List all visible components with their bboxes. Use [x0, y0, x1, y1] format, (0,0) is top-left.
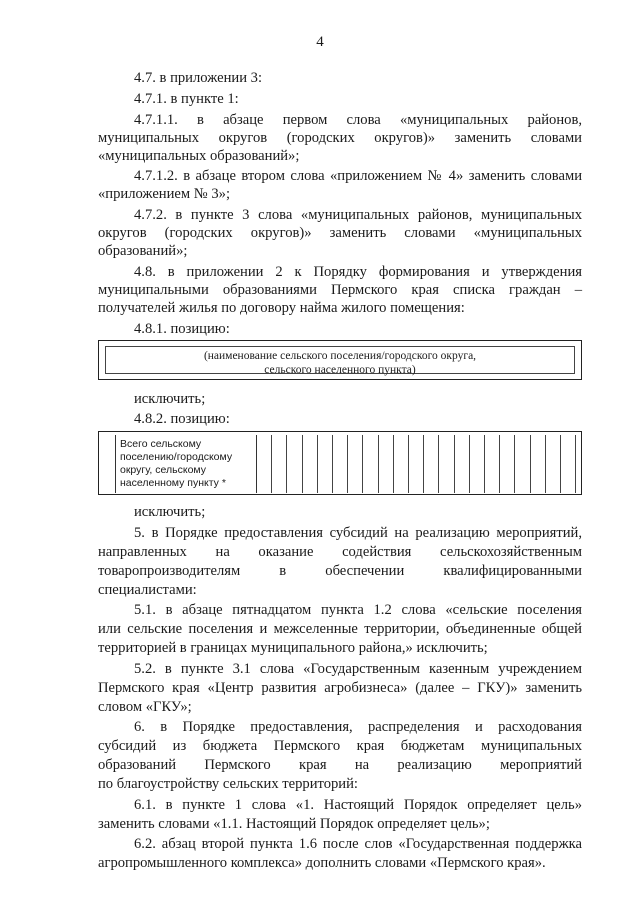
paragraph-line: 4.7. в приложении 3: — [134, 70, 263, 86]
position-table-cell — [347, 435, 348, 493]
position-table-label-line: поселению/городскому — [120, 451, 233, 463]
position-table-cell — [302, 435, 303, 493]
paragraph-line: 4.8. в приложении 2 к Порядку формирования и утверждения — [134, 264, 582, 280]
paragraph-line: получателей жилья по договору найма жилого помещения: — [98, 300, 465, 316]
paragraph-line: территорией в границах муниципального района,» исключить; — [98, 640, 488, 656]
position-box-inner — [105, 346, 575, 374]
paragraph-line: муниципальных округов (городских округов)» заменить словами — [98, 130, 582, 146]
position-box — [98, 340, 582, 380]
position-box-line: (наименование сельского поселения/городского округа, — [203, 350, 477, 362]
position-table-cell — [423, 435, 424, 493]
position-table-cell — [271, 435, 272, 493]
paragraph-line: исключить; — [134, 391, 206, 407]
position-table-label-line: населенному пункту * — [120, 477, 226, 489]
paragraph-line: или сельские поселения и межселенные территории, объединенные общей — [98, 621, 582, 637]
paragraph-line: 6.1. в пункте 1 слова «1. Настоящий Порядок определяет цель» — [134, 797, 582, 813]
position-table-cell — [530, 435, 531, 493]
position-table-cell — [484, 435, 485, 493]
paragraph-line: округов (городских округов)» заменить словами «муниципальных — [98, 225, 582, 241]
position-table — [98, 431, 582, 495]
paragraph-line: 4.8.2. позицию: — [134, 411, 230, 427]
position-table-label — [115, 435, 257, 493]
position-table-cell — [332, 435, 333, 493]
position-table-cell — [560, 435, 561, 493]
paragraph-line: 4.8.1. позицию: — [134, 321, 230, 337]
paragraph-line: 4.7.1.1. в абзаце первом слова «муниципальных районов, — [134, 112, 582, 128]
position-table-cell — [514, 435, 515, 493]
position-table-cell — [499, 435, 500, 493]
paragraph-line: 6.2. абзац второй пункта 1.6 после слов «Государственная поддержка — [134, 836, 582, 852]
paragraph-line: специалистами: — [98, 582, 197, 598]
position-table-cell — [438, 435, 439, 493]
paragraph-line: 4.7.1.2. в абзаце втором слова «приложением № 4» заменить словами — [134, 168, 582, 184]
paragraph-line: по благоустройству сельских территорий: — [98, 776, 358, 792]
position-table-cell — [408, 435, 409, 493]
paragraph-line: заменить словами «1.1. Настоящий Порядок определяет цель»; — [98, 816, 490, 832]
paragraph-line: агропромышленного комплекса» дополнить словами «Пермского края». — [98, 855, 546, 871]
position-table-label-line: Всего сельскому — [120, 438, 202, 450]
position-table-cell — [454, 435, 455, 493]
paragraph-line: 4.7.2. в пункте 3 слова «муниципальных районов, муниципальных — [134, 207, 582, 223]
position-table-label-line: округу, сельскому — [120, 464, 206, 476]
position-table-cell — [469, 435, 470, 493]
position-table-cell — [317, 435, 318, 493]
paragraph-line: 5.2. в пункте 3.1 слова «Государственным казенным учреждением — [134, 661, 582, 677]
paragraph-line: 4.7.1. в пункте 1: — [134, 91, 239, 107]
paragraph-line: муниципальными образованиями Пермского края списка граждан – — [98, 282, 582, 298]
paragraph-line: 5.1. в абзаце пятнадцатом пункта 1.2 слова «сельские поселения — [134, 602, 582, 618]
page-number: 4 — [316, 34, 324, 50]
position-table-cell — [362, 435, 363, 493]
paragraph-line: образований Пермского края на реализацию мероприятий — [98, 757, 582, 773]
paragraph-line: Пермского края «Центр развития агробизнеса» (далее – ГКУ)» заменить — [98, 680, 582, 696]
position-table-cell — [393, 435, 394, 493]
position-table-cell — [545, 435, 546, 493]
paragraph-line: направленных на оказание содействия сельскохозяйственным — [98, 544, 582, 560]
position-table-cell — [378, 435, 379, 493]
paragraph-line: словом «ГКУ»; — [98, 699, 192, 715]
position-box-line: сельского населенного пункта) — [264, 364, 416, 376]
paragraph-line: 5. в Порядке предоставления субсидий на реализацию мероприятий, — [134, 525, 582, 541]
paragraph-line: «муниципальных образований»; — [98, 148, 300, 164]
position-table-cell — [286, 435, 287, 493]
paragraph-line: 6. в Порядке предоставления, распределения и расходования — [134, 719, 582, 735]
paragraph-line: товаропроизводителям в обеспечении квалифицированными — [98, 563, 582, 579]
paragraph-line: субсидий из бюджета Пермского края бюджетам муниципальных — [98, 738, 582, 754]
position-table-cell — [575, 435, 576, 493]
paragraph-line: исключить; — [134, 504, 206, 520]
paragraph-line: образований»; — [98, 243, 188, 259]
paragraph-line: «приложением № 3»; — [98, 186, 230, 202]
